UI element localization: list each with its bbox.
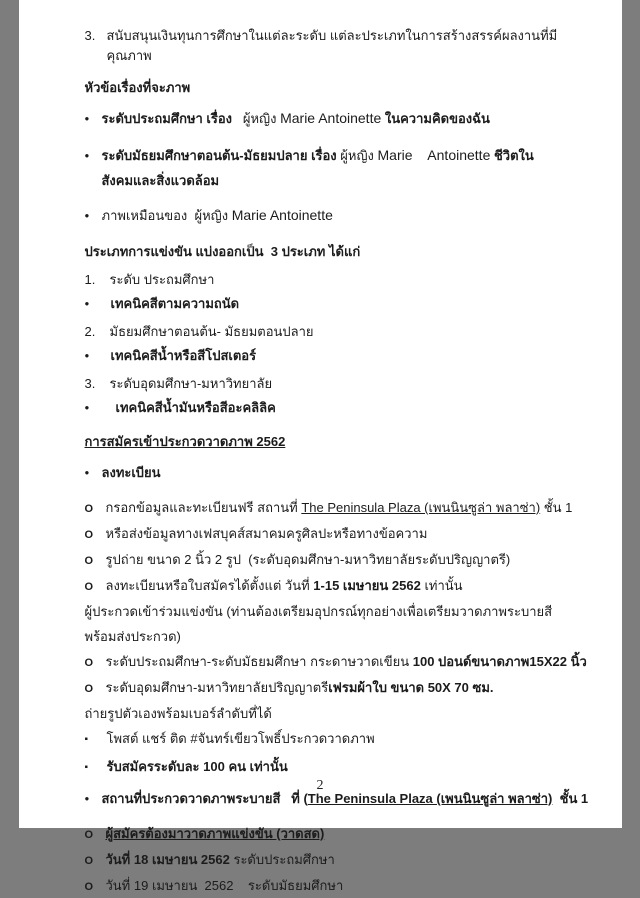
text bbox=[85, 78, 191, 98]
text bbox=[106, 497, 573, 519]
date-secondary-item bbox=[85, 875, 592, 898]
page-number: 2 bbox=[316, 778, 324, 793]
date-primary-item bbox=[85, 849, 592, 872]
canvas-spec-item bbox=[85, 677, 592, 700]
number-marker: 3. bbox=[84, 376, 96, 391]
competition-types-heading bbox=[85, 242, 592, 262]
text bbox=[106, 875, 344, 897]
text-segment: ผู้หญิง bbox=[232, 111, 281, 126]
bullet-disc-marker: ● bbox=[84, 299, 90, 308]
text-segment: ชีวิตใน bbox=[490, 148, 534, 163]
text-segment: The Peninsula Plaza (เพนนินซูล่า พลาซ่า) bbox=[307, 791, 553, 806]
bullet-square-marker: ▪ bbox=[84, 734, 89, 745]
number-marker: 1. bbox=[84, 272, 96, 287]
text-segment: วันที่ 18 เมษายน 2562 bbox=[105, 852, 230, 867]
text bbox=[110, 270, 215, 290]
paper-spec-item bbox=[85, 651, 592, 674]
text bbox=[102, 460, 161, 485]
live-drawing-item bbox=[85, 823, 592, 846]
text-segment: เทคนิคสีน้ำมันหรือสีอะคลิลิค bbox=[115, 400, 276, 415]
selfie-note bbox=[85, 703, 592, 725]
bullet-disc-marker: ● bbox=[84, 114, 90, 123]
text bbox=[102, 106, 490, 131]
text-segment: ชั้น 1 bbox=[552, 791, 589, 806]
topic-primary-level bbox=[85, 106, 592, 133]
text-segment: 100 ปอนด์ขนาดภาพ15X22 นิ้ว bbox=[412, 654, 587, 669]
text-segment: ระดับมัธยมศึกษาตอนต้น-มัธยมปลาย เรื่อง bbox=[101, 148, 341, 163]
text bbox=[107, 26, 592, 66]
bullet-circle-marker: O bbox=[84, 881, 94, 893]
text-segment: เทคนิคสีน้ำหรือสีโปสเตอร์ bbox=[110, 348, 257, 363]
text-segment: ลงทะเบียน bbox=[101, 465, 161, 480]
text bbox=[110, 322, 314, 342]
registration-heading bbox=[85, 432, 592, 452]
bullet-circle-marker: O bbox=[84, 555, 94, 567]
text-segment: กรอกข้อมูลและทะเบียนฟรี สถานที่ bbox=[105, 500, 302, 515]
bullet-circle-marker: O bbox=[84, 829, 94, 841]
register-photo-item bbox=[85, 549, 592, 572]
text bbox=[106, 549, 511, 571]
text-segment: 1-15 เมษายน 2562 bbox=[313, 578, 421, 593]
text-segment: การสมัครเข้าประกวดวาดภาพ 2562 bbox=[84, 434, 286, 449]
text bbox=[85, 626, 181, 648]
latin-text-segment: Marie Antoinette bbox=[377, 147, 491, 163]
text bbox=[85, 432, 286, 452]
text bbox=[102, 143, 534, 193]
text-segment: เฟรมผ้าใบ ขนาด 50X 70 ซม. bbox=[328, 680, 494, 695]
text-segment: The Peninsula Plaza (เพนนินซูล่า พลาซ่า) bbox=[301, 500, 541, 515]
bullet-disc-marker: ● bbox=[84, 151, 90, 160]
type-3-technique bbox=[85, 398, 592, 420]
bullet-circle-marker: O bbox=[84, 657, 94, 669]
text bbox=[106, 677, 494, 699]
text bbox=[110, 374, 273, 394]
bullet-disc-marker: ● bbox=[84, 211, 90, 220]
text bbox=[106, 823, 325, 845]
text-segment: ถ่ายรูปตัวเองพร้อมเบอร์ลำดับที่ได้ bbox=[84, 706, 272, 721]
text-segment: ในความคิดของฉัน bbox=[381, 111, 490, 126]
text-segment: ระดับอุดมศึกษา-มหาวิทยาลัยปริญญาตรี bbox=[105, 680, 329, 695]
number-marker: 2. bbox=[84, 324, 96, 339]
text-segment: พร้อมส่งประกวด) bbox=[84, 629, 181, 644]
bullet-circle-marker: O bbox=[84, 683, 94, 695]
text bbox=[106, 523, 428, 545]
document-content bbox=[19, 0, 622, 898]
text-segment: หัวข้อเรื่องที่จะภาพ bbox=[84, 80, 191, 95]
register-period-item bbox=[85, 575, 592, 598]
intro-item-3 bbox=[85, 26, 592, 66]
text-segment: ผู้ประกวดเข้าร่วมแข่งขัน (ท่านต้องเตรียมอุปกรณ์ทุกอย่างเพื่อเตรียมวาดภาพระบายสี bbox=[84, 604, 553, 619]
text-segment: ลงทะเบียนหรือใบสมัครได้ตั้งแต่ วันที่ bbox=[105, 578, 314, 593]
text bbox=[85, 703, 272, 725]
text-segment: มัธยมศึกษาตอนต้น- มัธยมตอนปลาย bbox=[109, 324, 314, 339]
topics-heading bbox=[85, 78, 592, 98]
text bbox=[106, 651, 587, 673]
text-segment: ระดับประถมศึกษา bbox=[229, 852, 335, 867]
bullet-disc-marker: ● bbox=[84, 468, 90, 477]
topic-portrait bbox=[85, 203, 592, 230]
text-segment: รับสมัครระดับละ 100 คน เท่านั้น bbox=[106, 759, 288, 774]
text-segment: ระดับ ประถมศึกษา bbox=[109, 272, 215, 287]
latin-text-segment: Marie Antoinette bbox=[280, 110, 382, 126]
text bbox=[107, 728, 375, 750]
type-2-technique bbox=[85, 346, 592, 368]
text bbox=[106, 849, 335, 871]
text bbox=[107, 756, 288, 778]
register-facebook-item bbox=[85, 523, 592, 546]
text bbox=[116, 398, 276, 418]
text-segment: ระดับประถมศึกษา เรื่อง bbox=[101, 111, 233, 126]
text-segment: เท่านั้น bbox=[420, 578, 463, 593]
latin-text-segment: Marie Antoinette bbox=[231, 207, 333, 223]
register-note-line-2 bbox=[85, 626, 592, 648]
register-free-item bbox=[85, 497, 592, 520]
type-1-primary bbox=[85, 270, 592, 290]
text-segment: ระดับประถมศึกษา-ระดับมัธยมศึกษา กระดาษวาดเขียน bbox=[105, 654, 413, 669]
text-segment: ผู้หญิง bbox=[340, 148, 378, 163]
text-segment: สถานที่ประกวดวาดภาพระบายสี ที่ ( bbox=[101, 791, 308, 806]
text bbox=[111, 346, 257, 366]
bullet-disc-marker: ● bbox=[84, 351, 90, 360]
text-segment: ระดับอุดมศึกษา-มหาวิทยาลัย bbox=[109, 376, 273, 391]
bullet-square-marker: ▪ bbox=[84, 762, 89, 773]
hashtag-item bbox=[85, 728, 592, 752]
bullet-circle-marker: O bbox=[84, 581, 94, 593]
document-page bbox=[19, 0, 622, 893]
bullet-circle-marker: O bbox=[84, 529, 94, 541]
type-2-secondary bbox=[85, 322, 592, 342]
text-segment: รูปถ่าย ขนาด 2 นิ้ว 2 รูป (ระดับอุดมศึกษา-มหาวิทยาลัยระดับปริญญาตรี) bbox=[105, 552, 511, 567]
text bbox=[85, 242, 361, 262]
text bbox=[102, 203, 333, 228]
bullet-circle-marker: O bbox=[84, 855, 94, 867]
text-segment: ชั้น 1 bbox=[540, 500, 573, 515]
text-segment: สนับสนุนเงินทุนการศึกษาในแต่ละระดับ แต่ละประเภทในการสร้างสรรค์ผลงานที่มีคุณภาพ bbox=[106, 28, 558, 63]
text bbox=[111, 294, 240, 314]
number-marker: 3. bbox=[84, 28, 96, 43]
text-segment: ภาพเหมือนของ ผู้หญิง bbox=[101, 208, 232, 223]
text bbox=[106, 575, 463, 597]
text-segment: หรือส่งข้อมูลทางเฟสบุคส์สมาคมครูศิลปะหรือทางข้อความ bbox=[105, 526, 428, 541]
text-segment: ประเภทการแข่งขัน แบ่งออกเป็น 3 ประเภท ได้แก่ bbox=[84, 244, 361, 259]
text-segment: ผู้สมัครต้องมาวาดภาพแข่งขัน (วาดสด) bbox=[105, 826, 325, 841]
text bbox=[85, 601, 553, 623]
text-segment: เทคนิคสีตามความถนัด bbox=[110, 296, 240, 311]
topic-secondary-level bbox=[85, 143, 592, 193]
type-3-university bbox=[85, 374, 592, 394]
bullet-circle-marker: O bbox=[84, 503, 94, 515]
text-segment: สังคมและสิ่งแวดล้อม bbox=[101, 173, 220, 188]
text-segment: วันที่ 19 เมษายน 2562 ระดับมัธยมศึกษา bbox=[105, 878, 344, 893]
type-1-technique bbox=[85, 294, 592, 316]
quota-item bbox=[85, 756, 592, 780]
text-segment: โพสต์ แชร์ ติด #จันทร์เขียวโพธิ์ประกวดวาดภาพ bbox=[106, 731, 375, 746]
register-note-line-1 bbox=[85, 601, 592, 623]
register-bullet bbox=[85, 460, 592, 487]
bullet-disc-marker: ● bbox=[84, 794, 90, 803]
bullet-disc-marker: ● bbox=[84, 403, 90, 412]
